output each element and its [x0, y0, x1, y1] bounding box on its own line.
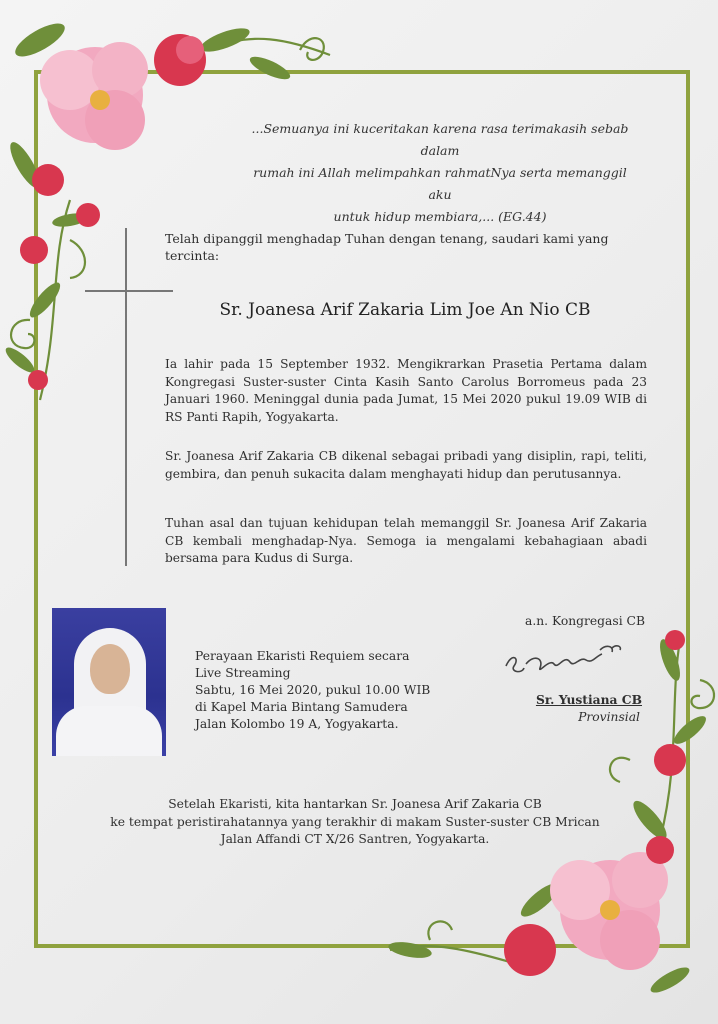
prayer-paragraph: Tuhan asal dan tujuan kehidupan telah memanggil Sr. Joanesa Arif Zakaria CB kembali menghadap-Nya. Semoga ia mengalami kebahagiaan abadi bersama para Kudus di Surga. — [165, 516, 647, 565]
service-line: Sabtu, 16 Mei 2020, pukul 10.00 WIB — [195, 683, 431, 697]
requiem-mass-details — [195, 648, 455, 733]
epigraph-quote — [240, 118, 640, 228]
quote-line: rumah ini Allah melimpahkan rahmatNya serta memanggil aku — [253, 165, 627, 202]
closing-line: Setelah Ekaristi, kita hantarkan Sr. Joanesa Arif Zakaria CB — [168, 797, 542, 811]
biography-paragraph: Ia lahir pada 15 September 1932. Mengikrarkan Prasetia Pertama dalam Kongregasi Suster-suster Cinta Kasih Santo Carolus Borromeus pada 23 Januari 1960. Meninggal dunia pada Jumat, 15 Mei 2020 pukul 19.09 WIB di RS Panti Rapih, Yogyakarta. — [165, 357, 647, 424]
cross-horizontal-bar — [85, 290, 173, 292]
announcement-intro: Telah dipanggil menghadap Tuhan dengan tenang, saudari kami yang tercinta: — [165, 231, 609, 263]
deceased-name: Sr. Joanesa Arif Zakaria Lim Joe An Nio CB — [219, 300, 591, 320]
service-line: Perayaan Ekaristi Requiem secara — [195, 649, 410, 663]
robe — [56, 706, 162, 756]
service-line: Live Streaming — [195, 666, 291, 680]
burial-announcement — [90, 796, 620, 849]
character-paragraph: Sr. Joanesa Arif Zakaria CB dikenal sebagai pribadi yang disiplin, rapi, teliti, gembira, dan penuh sukacita dalam menghayati hidup dan perutusannya. — [165, 449, 647, 481]
closing-line: ke tempat peristirahatannya yang terakhir di makam Suster-suster CB Mrican — [110, 814, 600, 829]
quote-line: untuk hidup membiara,... (EG.44) — [333, 209, 547, 224]
on-behalf-label: a.n. Kongregasi CB — [525, 614, 645, 628]
portrait-photo — [52, 608, 166, 756]
quote-line: ...Semuanya ini kuceritakan karena rasa terimakasih sebab dalam — [251, 121, 629, 158]
signer-name: Sr. Yustiana CB — [535, 692, 642, 707]
face — [90, 644, 130, 694]
service-line: Jalan Kolombo 19 A, Yogyakarta. — [195, 717, 399, 731]
service-line: di Kapel Maria Bintang Samudera — [195, 700, 408, 714]
signer-role: Provinsial — [578, 710, 640, 724]
closing-line: Jalan Affandi CT X/26 Santren, Yogyakarta. — [220, 832, 490, 846]
handwritten-signature — [500, 640, 650, 682]
cross-vertical-bar — [125, 228, 127, 566]
